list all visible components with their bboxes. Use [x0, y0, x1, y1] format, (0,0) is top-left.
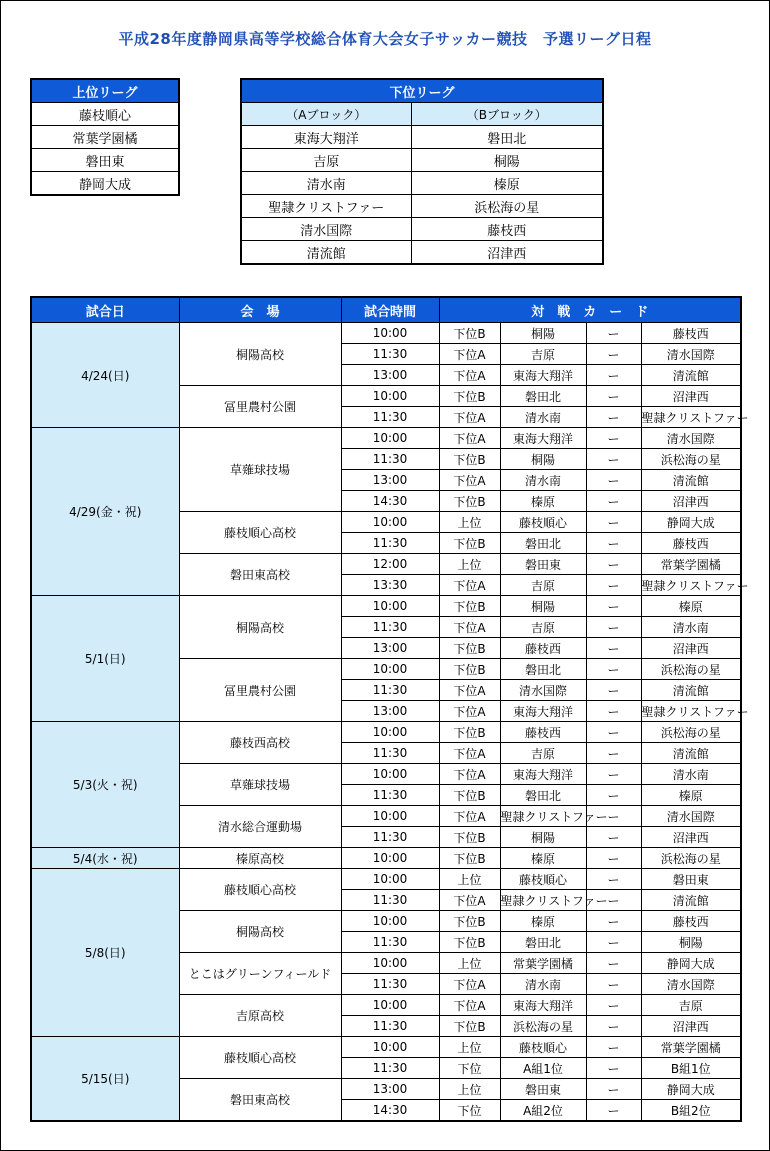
match-row [31, 848, 741, 869]
match-date: 4/29(金・祝) [31, 428, 179, 596]
match-time: 10:00 [341, 323, 439, 344]
match-time: 12:00 [341, 554, 439, 575]
match-team-away: 浜松海の星 [641, 449, 741, 470]
match-division: 下位B [439, 386, 500, 407]
match-dash: ー [586, 491, 641, 512]
match-dash: ー [586, 554, 641, 575]
match-division: 上位 [439, 1037, 500, 1058]
match-venue: 桐陽高校 [179, 596, 341, 659]
match-dash: ー [586, 365, 641, 386]
upper-team: 藤枝順心 [31, 103, 179, 126]
match-time: 10:00 [341, 764, 439, 785]
match-division: 下位A [439, 974, 500, 995]
match-time: 11:30 [341, 344, 439, 365]
match-division: 下位A [439, 428, 500, 449]
match-venue: 藤枝順心高校 [179, 512, 341, 554]
match-team-away: 聖隷クリストファー [641, 407, 741, 428]
match-division: 下位B [439, 827, 500, 848]
match-team-home: 吉原 [500, 575, 586, 596]
block-b-team: 榛原 [411, 172, 603, 195]
match-dash: ー [586, 932, 641, 953]
match-time: 10:00 [341, 911, 439, 932]
match-division: 上位 [439, 953, 500, 974]
match-dash: ー [586, 449, 641, 470]
match-time: 13:00 [341, 1079, 439, 1100]
match-dash: ー [586, 680, 641, 701]
match-venue: 冨里農村公園 [179, 386, 341, 428]
match-division: 下位A [439, 470, 500, 491]
match-dash: ー [586, 743, 641, 764]
match-division: 下位A [439, 701, 500, 722]
header-time: 試合時間 [341, 297, 439, 323]
match-dash: ー [586, 806, 641, 827]
match-row [31, 428, 741, 449]
match-time: 11:30 [341, 407, 439, 428]
match-team-away: 常葉学園橘 [641, 554, 741, 575]
match-team-away: B組1位 [641, 1058, 741, 1079]
match-team-away: 榛原 [641, 785, 741, 806]
match-team-away: 沼津西 [641, 1016, 741, 1037]
match-team-home: 藤枝西 [500, 722, 586, 743]
match-team-away: 吉原 [641, 995, 741, 1016]
match-team-away: 磐田東 [641, 869, 741, 890]
match-dash: ー [586, 1058, 641, 1079]
match-venue: 藤枝順心高校 [179, 1037, 341, 1079]
match-team-home: 榛原 [500, 848, 586, 869]
match-row [31, 1037, 741, 1058]
match-team-home: 桐陽 [500, 596, 586, 617]
match-division: 下位A [439, 890, 500, 911]
match-team-away: B組2位 [641, 1100, 741, 1122]
match-team-home: 桐陽 [500, 323, 586, 344]
match-time: 11:30 [341, 533, 439, 554]
match-division: 下位A [439, 617, 500, 638]
upper-league-table [30, 78, 180, 196]
match-division: 上位 [439, 512, 500, 533]
match-division: 下位A [439, 995, 500, 1016]
match-time: 13:00 [341, 470, 439, 491]
match-team-home: 清水南 [500, 470, 586, 491]
match-team-away: 静岡大成 [641, 953, 741, 974]
match-venue: 草薙球技場 [179, 764, 341, 806]
match-time: 11:30 [341, 785, 439, 806]
match-date: 5/15(日) [31, 1037, 179, 1122]
match-time: 14:30 [341, 491, 439, 512]
match-venue: 桐陽高校 [179, 911, 341, 953]
match-division: 下位B [439, 911, 500, 932]
match-dash: ー [586, 869, 641, 890]
match-venue: 榛原高校 [179, 848, 341, 869]
match-team-home: 浜松海の星 [500, 1016, 586, 1037]
block-b-team: 藤枝西 [411, 218, 603, 241]
match-division: 下位A [439, 575, 500, 596]
match-dash: ー [586, 1016, 641, 1037]
block-a-team: 清水国際 [241, 218, 411, 241]
match-time: 10:00 [341, 1037, 439, 1058]
match-team-away: 沼津西 [641, 491, 741, 512]
match-time: 11:30 [341, 449, 439, 470]
match-date: 5/4(水・祝) [31, 848, 179, 869]
match-row [31, 722, 741, 743]
match-dash: ー [586, 1079, 641, 1100]
match-venue: 清水総合運動場 [179, 806, 341, 848]
match-time: 10:00 [341, 428, 439, 449]
match-time: 11:30 [341, 827, 439, 848]
match-time: 11:30 [341, 890, 439, 911]
match-team-away: 静岡大成 [641, 512, 741, 533]
page-title: 平成28年度静岡県高等学校総合体育大会女子サッカー競技 予選リーグ日程 [118, 30, 652, 48]
match-division: 下位B [439, 491, 500, 512]
match-team-home: 吉原 [500, 743, 586, 764]
match-dash: ー [586, 407, 641, 428]
match-dash: ー [586, 470, 641, 491]
block-a-header: （Aブロック） [241, 103, 411, 126]
match-time: 11:30 [341, 1058, 439, 1079]
match-team-home: 東海大翔洋 [500, 428, 586, 449]
match-dash: ー [586, 533, 641, 554]
match-team-home: 藤枝順心 [500, 1037, 586, 1058]
match-team-home: 常葉学園橘 [500, 953, 586, 974]
match-time: 10:00 [341, 722, 439, 743]
match-team-away: 清水南 [641, 617, 741, 638]
match-team-home: 東海大翔洋 [500, 995, 586, 1016]
match-dash: ー [586, 428, 641, 449]
match-dash: ー [586, 785, 641, 806]
match-team-home: 吉原 [500, 617, 586, 638]
match-team-home: 桐陽 [500, 827, 586, 848]
match-date: 5/1(日) [31, 596, 179, 722]
match-dash: ー [586, 575, 641, 596]
match-time: 10:00 [341, 869, 439, 890]
match-division: 下位B [439, 659, 500, 680]
block-b-header: （Bブロック） [411, 103, 603, 126]
lower-league-header: 下位リーグ [241, 79, 603, 103]
match-team-home: 磐田東 [500, 1079, 586, 1100]
upper-league-header: 上位リーグ [31, 79, 179, 103]
match-team-away: 沼津西 [641, 827, 741, 848]
match-division: 下位A [439, 764, 500, 785]
schedule-body [31, 323, 749, 1122]
match-date: 5/8(日) [31, 869, 179, 1037]
match-team-away: 常葉学園橘 [641, 1037, 741, 1058]
match-division: 下位A [439, 743, 500, 764]
match-team-home: 磐田北 [500, 785, 586, 806]
match-team-home: 吉原 [500, 344, 586, 365]
match-team-away: 聖隷クリストファー [641, 575, 741, 596]
match-division: 下位B [439, 596, 500, 617]
match-time: 11:30 [341, 617, 439, 638]
match-team-home: 聖隷クリストファー [500, 890, 586, 911]
match-division: 下位B [439, 533, 500, 554]
match-team-home: 藤枝順心 [500, 869, 586, 890]
match-team-home: 磐田北 [500, 386, 586, 407]
match-dash: ー [586, 659, 641, 680]
match-team-away: 沼津西 [641, 638, 741, 659]
match-team-away: 浜松海の星 [641, 722, 741, 743]
match-time: 11:30 [341, 932, 439, 953]
match-time: 10:00 [341, 596, 439, 617]
match-team-home: 榛原 [500, 491, 586, 512]
match-dash: ー [586, 1100, 641, 1122]
match-division: 下位A [439, 365, 500, 386]
match-team-home: 榛原 [500, 911, 586, 932]
match-venue: 冨里農村公園 [179, 659, 341, 722]
match-dash: ー [586, 974, 641, 995]
match-team-away: 清水国際 [641, 344, 741, 365]
match-team-away: 聖隷クリストファー [641, 701, 741, 722]
match-team-away: 桐陽 [641, 932, 741, 953]
match-team-away: 静岡大成 [641, 1079, 741, 1100]
match-dash: ー [586, 1037, 641, 1058]
block-a-team: 清流館 [241, 241, 411, 265]
match-row [31, 596, 741, 617]
match-team-home: 桐陽 [500, 449, 586, 470]
match-time: 11:30 [341, 680, 439, 701]
match-division: 上位 [439, 554, 500, 575]
match-team-away: 藤枝西 [641, 533, 741, 554]
match-team-away: 清水国際 [641, 428, 741, 449]
match-division: 下位B [439, 638, 500, 659]
match-team-away: 清流館 [641, 890, 741, 911]
match-team-home: 清水南 [500, 974, 586, 995]
match-time: 11:30 [341, 974, 439, 995]
match-time: 10:00 [341, 659, 439, 680]
match-division: 下位 [439, 1100, 500, 1122]
schedule-table [30, 296, 749, 1122]
match-division: 下位B [439, 848, 500, 869]
match-division: 下位A [439, 680, 500, 701]
upper-team: 磐田東 [31, 149, 179, 172]
match-venue: 桐陽高校 [179, 323, 341, 386]
match-venue: 磐田東高校 [179, 1079, 341, 1122]
match-division: 上位 [439, 1079, 500, 1100]
match-dash: ー [586, 512, 641, 533]
match-time: 10:00 [341, 806, 439, 827]
upper-team: 常葉学園橘 [31, 126, 179, 149]
match-dash: ー [586, 890, 641, 911]
match-venue: 草薙球技場 [179, 428, 341, 512]
block-a-team: 聖隷クリストファー [241, 195, 411, 218]
match-team-away: 清水国際 [641, 806, 741, 827]
match-dash: ー [586, 764, 641, 785]
match-dash: ー [586, 323, 641, 344]
match-team-away: 清水国際 [641, 974, 741, 995]
match-time: 10:00 [341, 386, 439, 407]
match-team-home: 東海大翔洋 [500, 365, 586, 386]
match-team-home: 聖隷クリストファー [500, 806, 586, 827]
match-team-home: 東海大翔洋 [500, 701, 586, 722]
match-division: 下位B [439, 722, 500, 743]
match-division: 下位B [439, 323, 500, 344]
match-team-home: 磐田北 [500, 932, 586, 953]
match-time: 13:00 [341, 638, 439, 659]
match-dash: ー [586, 701, 641, 722]
match-team-home: 清水国際 [500, 680, 586, 701]
match-team-away: 沼津西 [641, 386, 741, 407]
match-team-home: 東海大翔洋 [500, 764, 586, 785]
match-team-home: 磐田北 [500, 659, 586, 680]
lower-league-table [240, 78, 604, 265]
match-division: 下位A [439, 806, 500, 827]
match-team-home: 藤枝西 [500, 638, 586, 659]
match-date: 5/3(火・祝) [31, 722, 179, 848]
block-a-team: 吉原 [241, 149, 411, 172]
match-time: 10:00 [341, 953, 439, 974]
match-venue: 藤枝西高校 [179, 722, 341, 764]
block-b-team: 浜松海の星 [411, 195, 603, 218]
match-team-away: 藤枝西 [641, 323, 741, 344]
match-dash: ー [586, 617, 641, 638]
block-b-team: 桐陽 [411, 149, 603, 172]
match-team-away: 清流館 [641, 365, 741, 386]
match-time: 11:30 [341, 1016, 439, 1037]
match-dash: ー [586, 344, 641, 365]
match-time: 10:00 [341, 995, 439, 1016]
match-dash: ー [586, 386, 641, 407]
match-division: 下位B [439, 449, 500, 470]
match-team-home: A組1位 [500, 1058, 586, 1079]
match-team-away: 浜松海の星 [641, 848, 741, 869]
match-dash: ー [586, 722, 641, 743]
match-venue: 吉原高校 [179, 995, 341, 1037]
match-division: 下位 [439, 1058, 500, 1079]
match-time: 13:00 [341, 701, 439, 722]
match-time: 11:30 [341, 743, 439, 764]
match-team-away: 榛原 [641, 596, 741, 617]
match-dash: ー [586, 953, 641, 974]
match-dash: ー [586, 995, 641, 1016]
match-time: 13:00 [341, 365, 439, 386]
block-a-team: 清水南 [241, 172, 411, 195]
match-team-home: 清水南 [500, 407, 586, 428]
match-team-away: 清流館 [641, 680, 741, 701]
match-division: 下位B [439, 785, 500, 806]
block-b-team: 磐田北 [411, 126, 603, 149]
match-team-away: 清流館 [641, 470, 741, 491]
match-dash: ー [586, 911, 641, 932]
match-time: 10:00 [341, 512, 439, 533]
match-division: 下位A [439, 344, 500, 365]
match-venue: 磐田東高校 [179, 554, 341, 596]
match-time: 14:30 [341, 1100, 439, 1122]
header-date: 試合日 [31, 297, 179, 323]
match-team-away: 藤枝西 [641, 911, 741, 932]
match-time: 13:30 [341, 575, 439, 596]
match-team-home: 磐田東 [500, 554, 586, 575]
match-division: 上位 [439, 869, 500, 890]
match-team-away: 清水南 [641, 764, 741, 785]
match-dash: ー [586, 596, 641, 617]
match-team-away: 清流館 [641, 743, 741, 764]
match-dash: ー [586, 638, 641, 659]
match-division: 下位A [439, 407, 500, 428]
match-venue: とこはグリーンフィールド [179, 953, 341, 995]
block-b-team: 沼津西 [411, 241, 603, 265]
match-team-home: A組2位 [500, 1100, 586, 1122]
match-division: 下位B [439, 1016, 500, 1037]
match-row [31, 323, 741, 344]
block-a-team: 東海大翔洋 [241, 126, 411, 149]
match-time: 10:00 [341, 848, 439, 869]
match-dash: ー [586, 848, 641, 869]
match-row [31, 869, 741, 890]
match-venue: 藤枝順心高校 [179, 869, 341, 911]
match-dash: ー [586, 827, 641, 848]
match-team-away: 浜松海の星 [641, 659, 741, 680]
match-division: 下位B [439, 932, 500, 953]
upper-team: 静岡大成 [31, 172, 179, 196]
match-team-home: 磐田北 [500, 533, 586, 554]
match-date: 4/24(日) [31, 323, 179, 428]
header-card: 対 戦 カ ー ド [439, 297, 741, 323]
match-team-home: 藤枝順心 [500, 512, 586, 533]
header-venue: 会 場 [179, 297, 341, 323]
